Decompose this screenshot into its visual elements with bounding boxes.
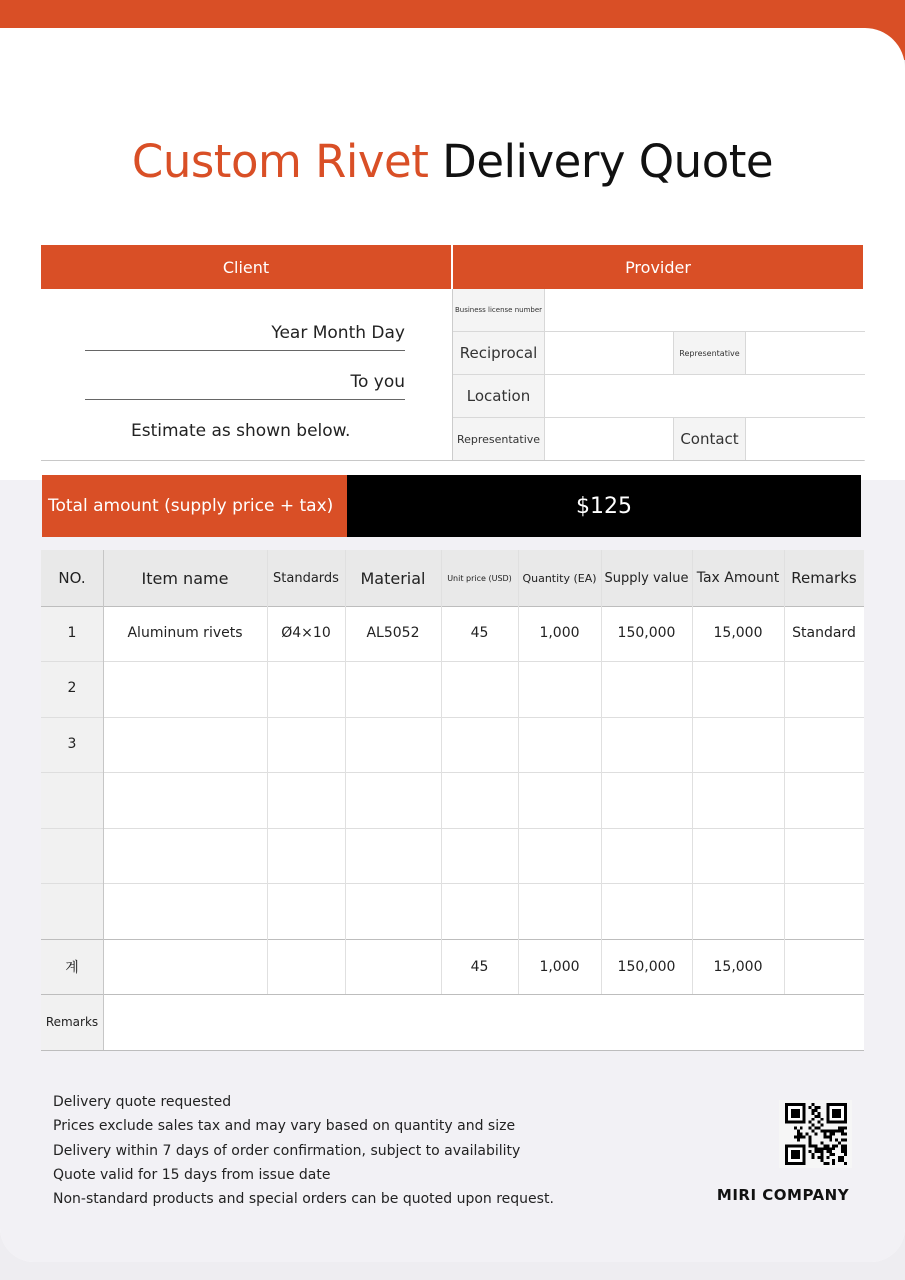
location-label: Location (453, 375, 545, 418)
table-cell-standards[interactable] (267, 883, 345, 939)
table-cell-no: 2 (67, 680, 77, 696)
table-cell-tax-amount[interactable] (692, 717, 784, 772)
table-cell-remarks[interactable]: Standard (792, 624, 856, 641)
table-cell-unit-price[interactable] (441, 661, 518, 717)
row-divider (41, 939, 864, 940)
table-cell-remarks[interactable] (784, 661, 864, 717)
row-divider (41, 661, 864, 662)
table-cell-standards[interactable] (267, 772, 345, 828)
reciprocal-field[interactable] (545, 332, 673, 375)
notes-list (53, 1090, 554, 1211)
row-divider (41, 717, 864, 718)
table-cell-item-name[interactable]: Aluminum rivets (127, 624, 243, 641)
table-cell-tax-amount[interactable] (692, 772, 784, 828)
sum-cell-quantity: 1,000 (539, 958, 580, 975)
table-cell-standards[interactable] (267, 661, 345, 717)
column-divider (518, 550, 519, 994)
business-license-field[interactable] (545, 289, 865, 332)
recipient-line[interactable]: To you (350, 372, 405, 392)
sum-cell-remarks (784, 939, 864, 994)
header-standards: Standards (273, 570, 339, 586)
total-value: $125 (347, 475, 861, 537)
title-rest: Delivery Quote (442, 135, 774, 188)
representative-small-field[interactable] (746, 332, 865, 375)
column-divider (345, 550, 346, 994)
representative-field[interactable] (545, 418, 673, 461)
table-cell-supply-value[interactable] (601, 883, 692, 939)
provider-panel (452, 289, 864, 461)
table-cell-tax-amount[interactable] (692, 828, 784, 883)
table-cell-quantity[interactable]: 1,000 (539, 624, 580, 641)
header-tax-amount: Tax Amount (696, 570, 780, 586)
table-cell-item-name[interactable] (103, 717, 267, 772)
provider-header: Provider (453, 245, 863, 289)
table-cell-material[interactable]: AL5052 (366, 624, 420, 641)
representative-label: Representative (453, 418, 545, 461)
table-cell-supply-value[interactable] (601, 661, 692, 717)
table-cell-remarks[interactable] (784, 772, 864, 828)
info-divider (41, 460, 864, 461)
table-cell-material[interactable] (345, 883, 441, 939)
reciprocal-label: Reciprocal (453, 332, 545, 375)
client-header: Client (41, 245, 451, 289)
sum-cell-unit-price: 45 (470, 958, 489, 975)
contact-label: Contact (673, 418, 746, 461)
sum-cell-standards (267, 939, 345, 994)
table-cell-no (41, 772, 103, 828)
contact-field[interactable] (746, 418, 865, 461)
row-divider (41, 1050, 864, 1051)
total-label: Total amount (supply price + tax) (42, 475, 347, 537)
table-cell-supply-value[interactable] (601, 717, 692, 772)
title-accent: Custom Rivet (131, 135, 429, 188)
table-cell-standards[interactable] (267, 717, 345, 772)
row-divider (41, 828, 864, 829)
table-cell-tax-amount[interactable]: 15,000 (713, 624, 763, 641)
header-supply-value: Supply value (604, 570, 689, 586)
header-remarks: Remarks (791, 569, 857, 587)
table-cell-no: 1 (67, 624, 77, 641)
column-divider (441, 550, 442, 994)
table-cell-unit-price[interactable] (441, 717, 518, 772)
sum-cell-no: 계 (65, 959, 79, 976)
estimate-line: Estimate as shown below. (131, 421, 351, 441)
header-no: NO. (58, 569, 86, 587)
client-panel (41, 289, 452, 461)
note-line: Prices exclude sales tax and may vary based on quantity and size (53, 1118, 516, 1135)
table-cell-quantity[interactable] (518, 883, 601, 939)
location-field[interactable] (545, 375, 865, 418)
company-name: MIRI COMPANY (716, 1186, 850, 1204)
column-divider (601, 550, 602, 994)
note-line: Quote valid for 15 days from issue date (53, 1166, 331, 1183)
table-cell-quantity[interactable] (518, 828, 601, 883)
table-cell-supply-value[interactable] (601, 772, 692, 828)
table-cell-supply-value[interactable] (601, 828, 692, 883)
table-cell-no (41, 883, 103, 939)
sum-cell-tax-amount: 15,000 (713, 958, 763, 975)
table-cell-material[interactable] (345, 828, 441, 883)
header-quantity: Quantity (EA) (522, 571, 597, 585)
header-material: Material (360, 568, 426, 588)
table-cell-tax-amount[interactable] (692, 661, 784, 717)
table-cell-tax-amount[interactable] (692, 883, 784, 939)
table-cell-unit-price[interactable] (441, 883, 518, 939)
representative-small-label: Representative (673, 332, 746, 375)
table-cell-remarks[interactable] (784, 883, 864, 939)
sum-cell-item-name (103, 939, 267, 994)
table-cell-quantity[interactable] (518, 717, 601, 772)
table-cell-item-name[interactable] (103, 883, 267, 939)
date-underline (85, 350, 405, 351)
header-unit-price: Unit price (USD) (447, 573, 512, 583)
row-divider (41, 606, 864, 607)
table-cell-unit-price[interactable] (441, 828, 518, 883)
table-cell-supply-value[interactable]: 150,000 (617, 624, 676, 641)
table-cell-quantity[interactable] (518, 661, 601, 717)
table-cell-unit-price[interactable]: 45 (470, 624, 489, 641)
remarks-field[interactable] (103, 994, 864, 1050)
qr-code-icon (779, 1100, 852, 1168)
note-line: Delivery quote requested (53, 1094, 232, 1110)
table-cell-no (41, 828, 103, 883)
remarks-label: Remarks (45, 1015, 99, 1029)
row-divider (41, 772, 864, 773)
row-divider (41, 994, 864, 995)
note-line: Non-standard products and special orders can be quoted upon request. (53, 1191, 554, 1208)
table-cell-material[interactable] (345, 772, 441, 828)
recipient-underline (85, 399, 405, 400)
page-title (0, 135, 905, 188)
table-cell-standards[interactable] (267, 828, 345, 883)
header-item-name: Item name (141, 568, 229, 588)
table-cell-quantity[interactable] (518, 772, 601, 828)
table-cell-item-name[interactable] (103, 661, 267, 717)
table-cell-item-name[interactable] (103, 828, 267, 883)
date-line[interactable]: Year Month Day (271, 323, 405, 343)
table-cell-item-name[interactable] (103, 772, 267, 828)
column-divider (784, 550, 785, 994)
table-cell-standards[interactable]: Ø4×10 (281, 624, 331, 641)
column-divider (267, 550, 268, 994)
row-divider (41, 883, 864, 884)
sum-cell-supply-value: 150,000 (617, 958, 676, 975)
column-divider (692, 550, 693, 994)
table-cell-unit-price[interactable] (441, 772, 518, 828)
sum-cell-material (345, 939, 441, 994)
column-divider (103, 550, 104, 1050)
table-cell-material[interactable] (345, 717, 441, 772)
table-cell-material[interactable] (345, 661, 441, 717)
table-cell-remarks[interactable] (784, 828, 864, 883)
table-cell-no: 3 (67, 735, 77, 752)
business-license-label: Business license number (453, 289, 545, 332)
table-cell-remarks[interactable] (784, 717, 864, 772)
note-line: Delivery within 7 days of order confirmation, subject to availability (53, 1142, 521, 1159)
